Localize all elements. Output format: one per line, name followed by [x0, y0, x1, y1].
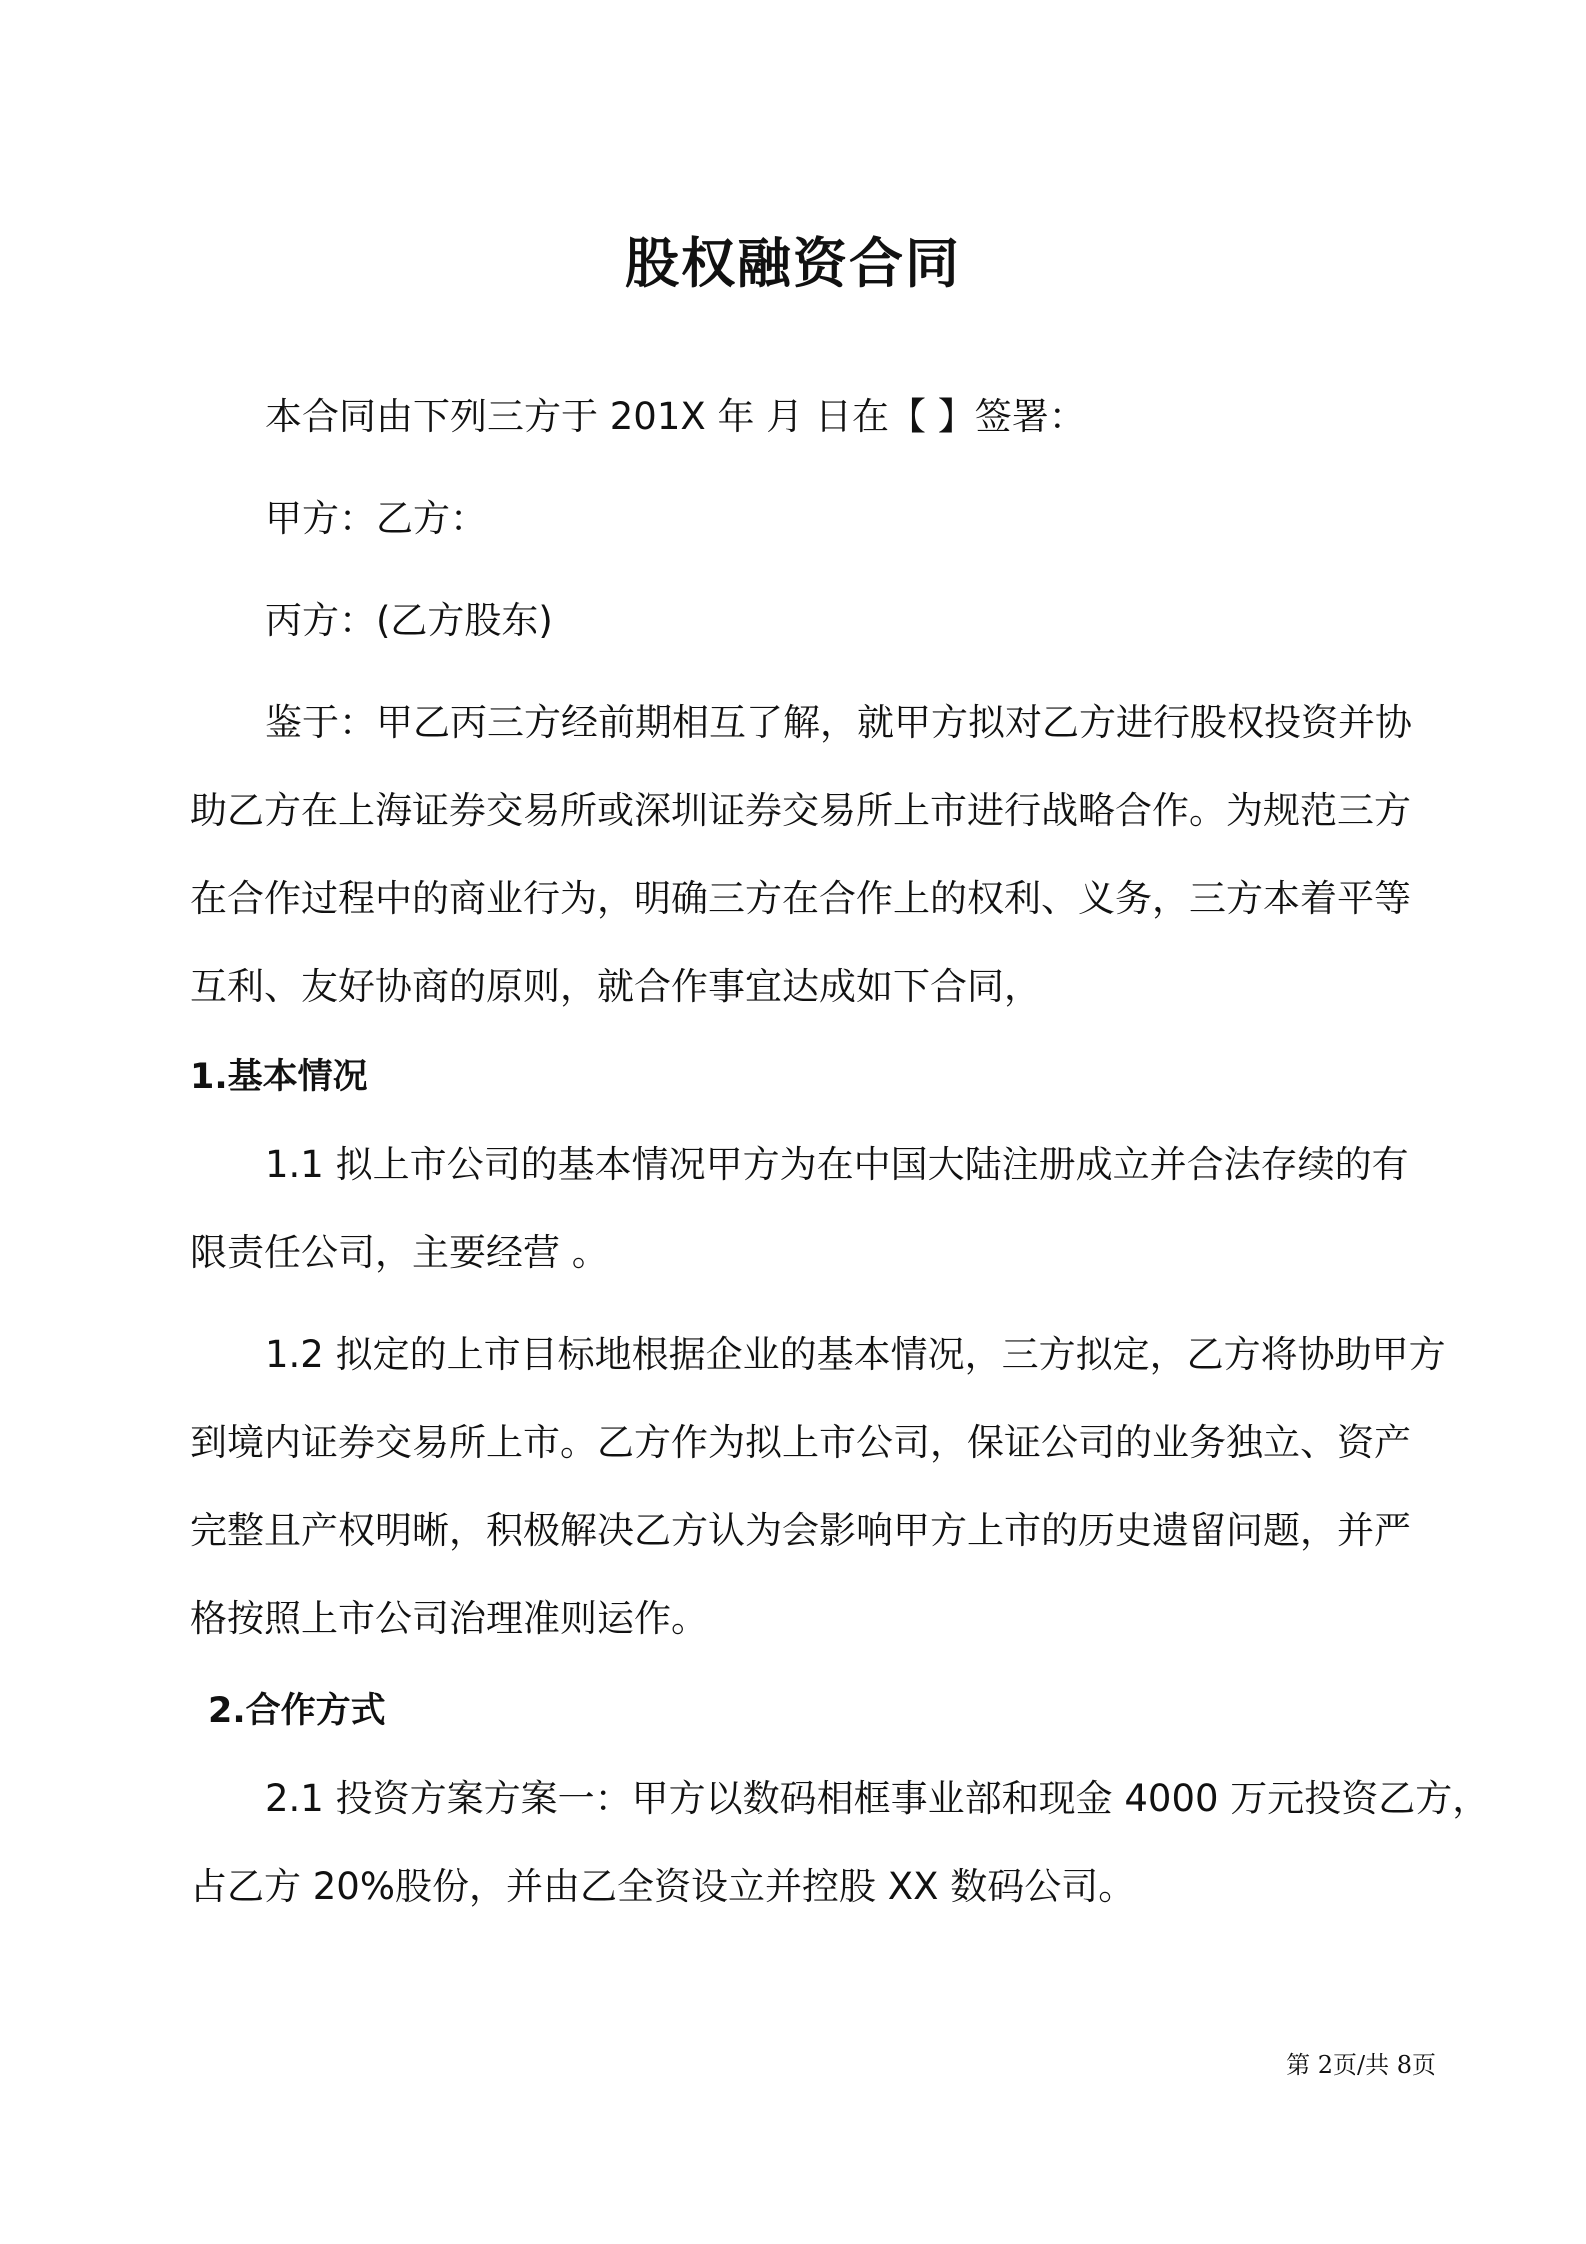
- recital-line: 在合作过程中的商业行为，明确三方在合作上的权利、义务，三方本着平等: [190, 877, 1411, 920]
- recital-line: 助乙方在上海证券交易所或深圳证券交易所上市进行战略合作。为规范三方: [190, 789, 1411, 832]
- clause-1-1-line: 1.1 拟上市公司的基本情况甲方为在中国大陆注册成立并合法存续的有: [265, 1143, 1409, 1186]
- party-c-line: 丙方：(乙方股东): [265, 599, 553, 642]
- section2-heading: 2.合作方式: [208, 1691, 386, 1731]
- clause-2-1-line: 占乙方 20%股份，并由乙全资设立并控股 XX 数码公司。: [190, 1865, 1136, 1908]
- section1-heading: 1.基本情况: [190, 1057, 368, 1097]
- document-title: 股权融资合同: [625, 232, 961, 295]
- intro-line: 本合同由下列三方于 201X 年 月 日在【 】签署：: [265, 395, 1086, 438]
- clause-2-1-line: 2.1 投资方案方案一：甲方以数码相框事业部和现金 4000 万元投资乙方，: [265, 1777, 1490, 1820]
- party-a-b-line: 甲方：乙方：: [265, 497, 487, 540]
- clause-1-1-line: 限责任公司，主要经营 。: [190, 1231, 609, 1274]
- recital-line: 互利、友好协商的原则，就合作事宜达成如下合同，: [190, 965, 1041, 1008]
- clause-1-2-line: 格按照上市公司治理准则运作。: [190, 1597, 708, 1640]
- recital-line: 鉴于：甲乙丙三方经前期相互了解，就甲方拟对乙方进行股权投资并协: [265, 701, 1412, 744]
- clause-1-2-line: 1.2 拟定的上市目标地根据企业的基本情况，三方拟定，乙方将协助甲方: [265, 1333, 1446, 1376]
- clause-1-2-line: 完整且产权明晰，积极解决乙方认为会影响甲方上市的历史遗留问题，并严: [190, 1509, 1411, 1552]
- page-number: 第 2页/共 8页: [1286, 2051, 1436, 2079]
- clause-1-2-line: 到境内证券交易所上市。乙方作为拟上市公司，保证公司的业务独立、资产: [190, 1421, 1411, 1464]
